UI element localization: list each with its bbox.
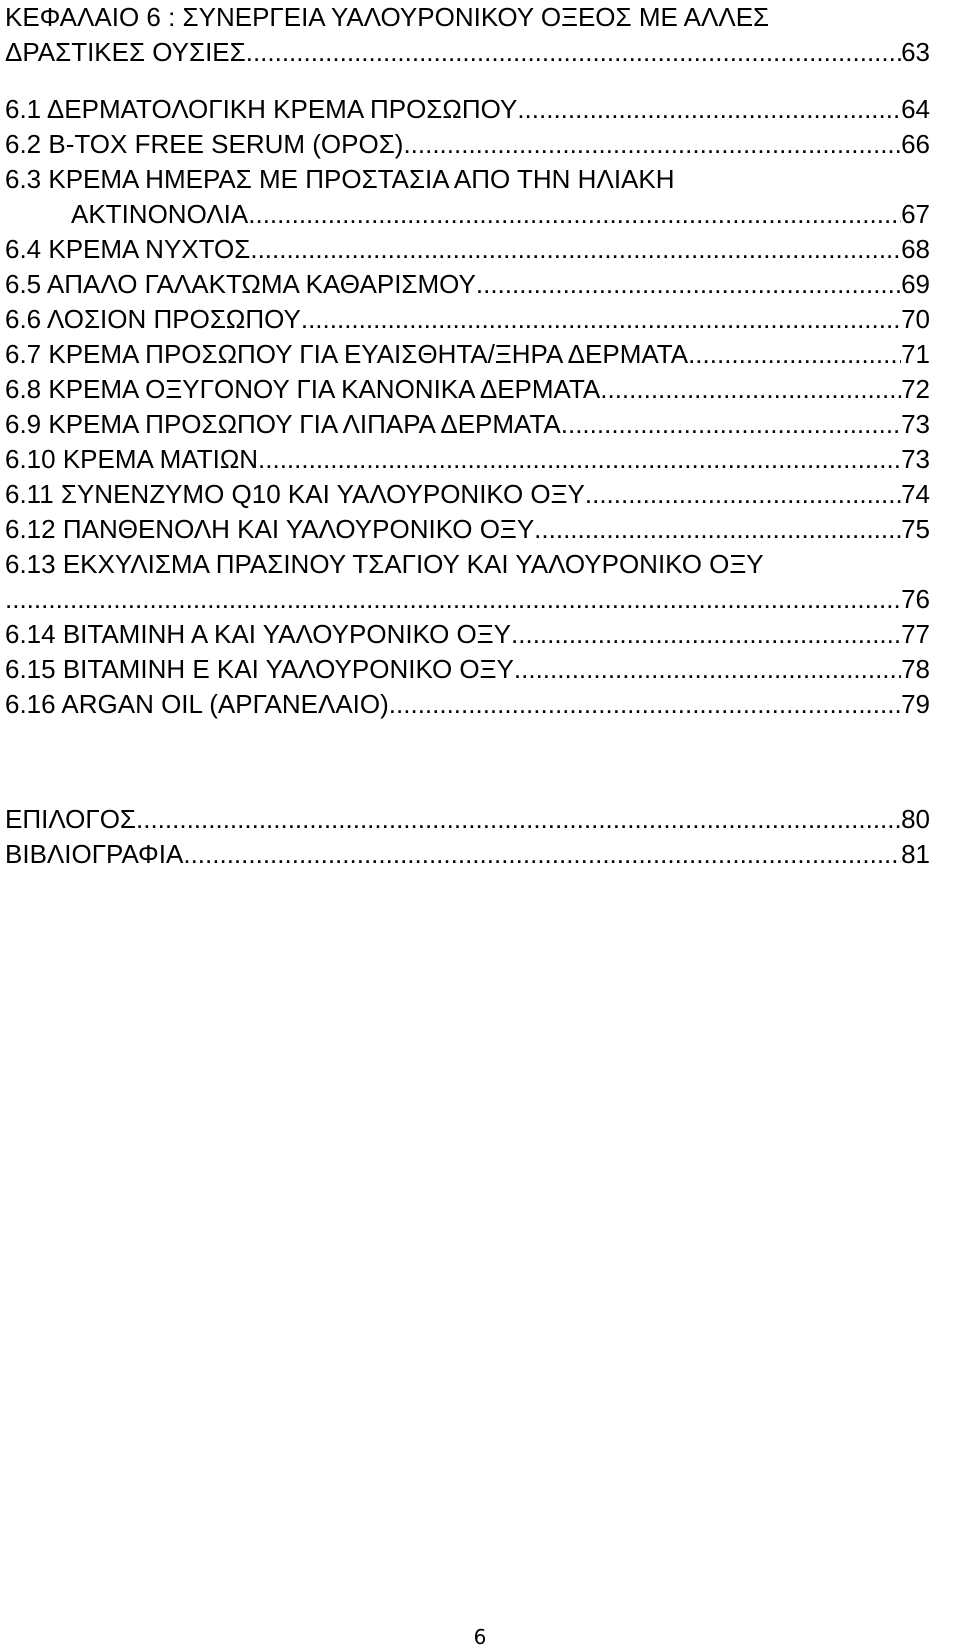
toc-entry-page: 74 (901, 479, 930, 509)
toc-bibliography[interactable] (5, 837, 930, 872)
dot-leader (403, 127, 901, 162)
toc-entry-title: ΕΠΙΛΟΓΟΣ (5, 804, 137, 834)
toc-entry[interactable] (5, 92, 930, 127)
dot-leader (136, 802, 901, 837)
dot-leader (688, 337, 901, 372)
toc-entry-page: 70 (901, 304, 930, 334)
toc-entry[interactable] (5, 442, 930, 477)
chapter-page: 63 (901, 37, 930, 67)
toc-entry[interactable] (5, 302, 930, 337)
dot-leader (248, 197, 901, 232)
chapter-title: ΚΕΦΑΛΑΙΟ 6 : ΣΥΝΕΡΓΕΙΑ ΥΑΛΟΥΡΟΝΙΚΟΥ ΟΞΕΟΣ ΜΕ ΑΛΛΕΣ (5, 2, 770, 32)
toc-entry-title: 6.9 ΚΡΕΜΑ ΠΡΟΣΩΠΟΥ ΓΙΑ ΛΙΠΑΡΑ ΔΕΡΜΑΤΑ (5, 409, 561, 439)
toc-entry-page: 66 (901, 129, 930, 159)
toc-entry-page: 73 (901, 409, 930, 439)
toc-entry-page: 80 (901, 804, 930, 834)
toc-entry-title: 6.15 ΒΙΤΑΜΙΝΗ Ε ΚΑΙ ΥΑΛΟΥΡΟΝΙΚΟ ΟΞΥ (5, 654, 514, 684)
toc-entry[interactable] (5, 127, 930, 162)
toc-entry-title: 6.14 ΒΙΤΑΜΙΝΗ Α ΚΑΙ ΥΑΛΟΥΡΟΝΙΚΟ ΟΞΥ (5, 619, 512, 649)
dot-leader (600, 372, 901, 407)
dot-leader (301, 302, 901, 337)
toc-entry-title: 6.3 ΚΡΕΜΑ ΗΜΕΡΑΣ ΜΕ ΠΡΟΣΤΑΣΙΑ ΑΠΟ ΤΗΝ ΗΛΙΑΚΗ (5, 164, 675, 194)
toc-chapter-title-line1 (5, 0, 930, 35)
toc-entry-page: 68 (901, 234, 930, 264)
dot-leader (476, 267, 901, 302)
toc-entry-page: 73 (901, 444, 930, 474)
toc-entry-continuation[interactable] (5, 197, 930, 232)
dot-leader (258, 442, 901, 477)
toc-entry-title: 6.16 ARGAN OIL (ΑΡΓΑΝΕΛΑΙΟ) (5, 689, 389, 719)
table-of-contents (5, 0, 930, 872)
toc-entry[interactable] (5, 617, 930, 652)
toc-entry[interactable] (5, 372, 930, 407)
toc-entry-page: 76 (901, 584, 930, 614)
toc-entry[interactable] (5, 687, 930, 722)
page-number: 6 (473, 1625, 487, 1649)
dot-leader (250, 232, 901, 267)
toc-entry-title: 6.7 ΚΡΕΜΑ ΠΡΟΣΩΠΟΥ ΓΙΑ ΕΥΑΙΣΘΗΤΑ/ΞΗΡΑ ΔΕΡΜΑΤΑ (5, 339, 689, 369)
dot-leader (5, 582, 901, 617)
toc-epilogue[interactable] (5, 802, 930, 837)
dot-leader (511, 617, 901, 652)
dot-leader (389, 687, 901, 722)
dot-leader (514, 652, 901, 687)
toc-entry-title: 6.11 ΣΥΝΕΝΖΥΜΟ Q10 ΚΑΙ ΥΑΛΟΥΡΟΝΙΚΟ ΟΞΥ (5, 479, 585, 509)
toc-entry-title: 6.8 ΚΡΕΜΑ ΟΞΥΓΟΝΟΥ ΓΙΑ ΚΑΝΟΝΙΚΑ ΔΕΡΜΑΤΑ (5, 374, 601, 404)
toc-entry[interactable] (5, 407, 930, 442)
dot-leader (246, 35, 901, 70)
toc-entry-page: 79 (901, 689, 930, 719)
toc-entry-title: 6.13 ΕΚΧΥΛΙΣΜΑ ΠΡΑΣΙΝΟΥ ΤΣΑΓΙΟΥ ΚΑΙ ΥΑΛΟΥΡΟΝΙΚΟ ΟΞΥ (5, 549, 764, 579)
toc-entry-title: ΒΙΒΛΙΟΓΡΑΦΙΑ (5, 839, 184, 869)
toc-entry-page: 81 (901, 839, 930, 869)
dot-leader (585, 477, 901, 512)
chapter-title-cont: ΔΡΑΣΤΙΚΕΣ ΟΥΣΙΕΣ (5, 37, 246, 67)
toc-entry[interactable] (5, 477, 930, 512)
toc-entry[interactable] (5, 267, 930, 302)
dot-leader (517, 92, 901, 127)
toc-entry[interactable] (5, 547, 930, 582)
toc-chapter-title-line2 (5, 35, 930, 70)
toc-entry-title: 6.4 ΚΡΕΜΑ ΝΥΧΤΟΣ (5, 234, 251, 264)
toc-entry-page: 64 (901, 94, 930, 124)
toc-entry-title: 6.2 B-TOX FREE SERUM (ΟΡΟΣ) (5, 129, 404, 159)
toc-entry[interactable] (5, 337, 930, 372)
toc-entry[interactable] (5, 162, 930, 197)
toc-entry-page: 71 (901, 339, 930, 369)
toc-entry-title: 6.10 ΚΡΕΜΑ ΜΑΤΙΩΝ (5, 444, 259, 474)
toc-entry-page: 77 (901, 619, 930, 649)
dot-leader (561, 407, 901, 442)
dot-leader (183, 837, 901, 872)
dot-leader (534, 512, 901, 547)
toc-entry-title: 6.1 ΔΕΡΜΑΤΟΛΟΓΙΚΗ ΚΡΕΜΑ ΠΡΟΣΩΠΟΥ (5, 94, 518, 124)
toc-entry-title: 6.5 ΑΠΑΛΟ ΓΑΛΑΚΤΩΜΑ ΚΑΘΑΡΙΣΜΟΥ (5, 269, 476, 299)
toc-entry-page: 69 (901, 269, 930, 299)
toc-entry-title: 6.12 ΠΑΝΘΕΝΟΛΗ ΚΑΙ ΥΑΛΟΥΡΟΝΙΚΟ ΟΞΥ (5, 514, 535, 544)
toc-entry-page: 78 (901, 654, 930, 684)
toc-entry[interactable] (5, 232, 930, 267)
toc-entry-title: 6.6 ΛΟΣΙΟΝ ΠΡΟΣΩΠΟΥ (5, 304, 301, 334)
toc-entry-title-cont: ΑΚΤΙΝΟΝΟΛΙΑ (71, 199, 249, 229)
toc-entry-page: 72 (901, 374, 930, 404)
toc-entry-page: 75 (901, 514, 930, 544)
toc-entry-continuation[interactable] (5, 582, 930, 617)
toc-entry-page: 67 (901, 199, 930, 229)
toc-entry[interactable] (5, 512, 930, 547)
toc-entry[interactable] (5, 652, 930, 687)
